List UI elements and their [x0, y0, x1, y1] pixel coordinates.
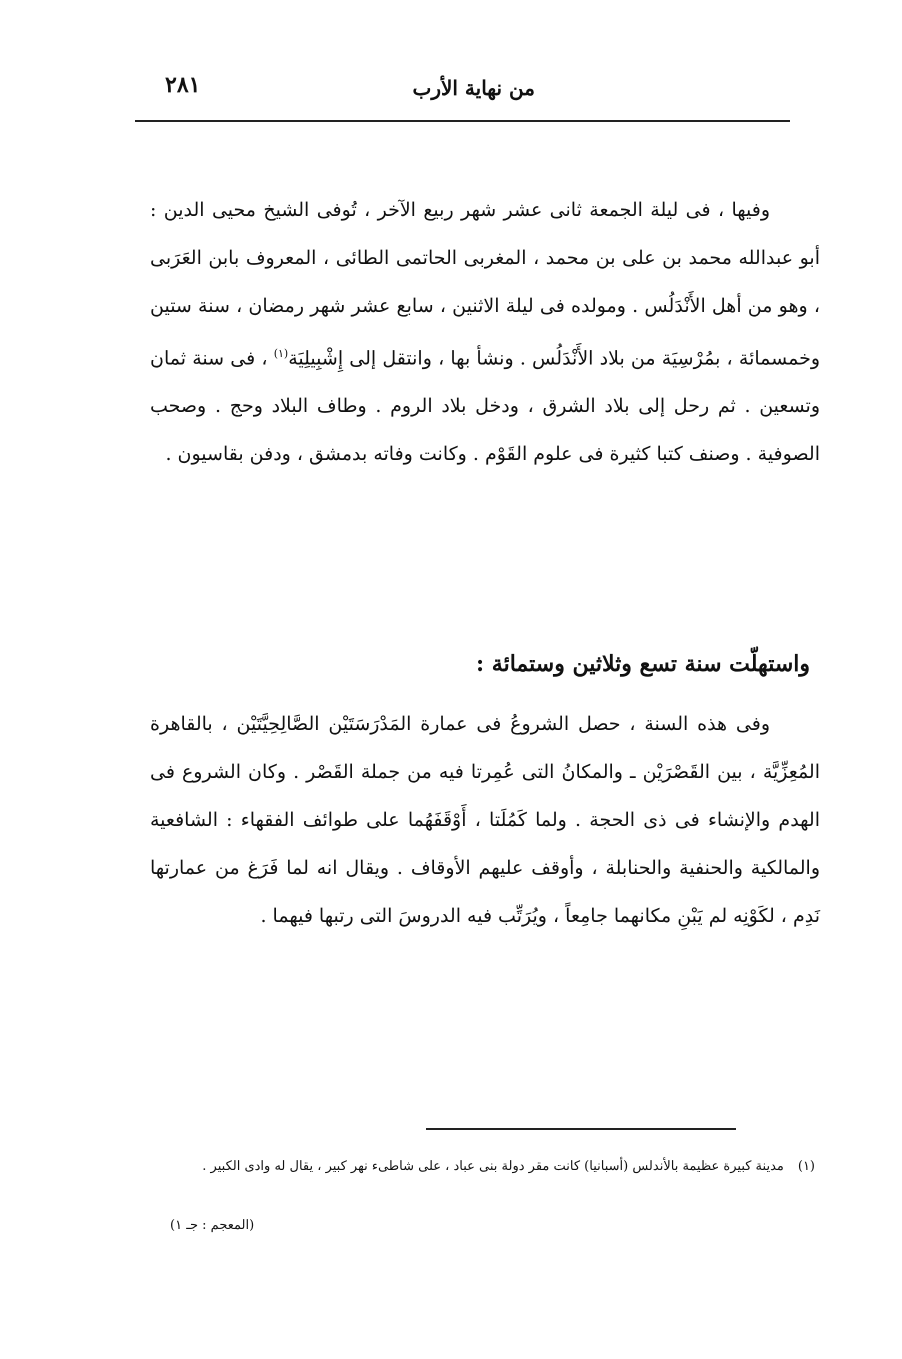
paragraph-obituary [150, 186, 820, 478]
footnote-text: مدينة كبيرة عظيمة بالأندلس (أسبانيا) كانت مقر دولة بنى عباد ، على شاطىء نهر كبير ، يقال له وادى الكبير . [202, 1159, 784, 1174]
page-number: ٢٨١ [165, 72, 201, 98]
paragraph-text: وفى هذه السنة ، حصل الشروعُ فى عمارة المَدْرَسَتَيْن الصَّالِحِيَّتَيْن ، بالقاهرة المُعِزِّيَّة ، بين القَصْرَيْن ـ والمكانُ التى عُمِرتا فيه من جملة القَصْر . وكان الشروع فى الهدم والإنشاء فى ذى الحجة . ولما كَمُلَتا ، أَوْقَفَهُما على طوائف الفقهاء : الشافعية والمالكية والحنفية والحنابلة ، وأوقف عليهم الأوقاف . ويقال انه لما فَرَغ من عمارتها نَدِم ، لكَوْنِه لم يَبْنِ مكانهما جامِعاً ، ويُرَتِّب فيه الدروسَ التى رتبها فيهما . [150, 713, 820, 927]
footnote [160, 1152, 815, 1182]
printer-signature: (المعجم : جـ ١) [170, 1218, 255, 1233]
footnote-number: (١) [797, 1159, 815, 1174]
paragraph-text-part2: ، فى سنة ثمان وتسعين . ثم رحل إلى بلاد الشرق ، ودخل بلاد الروم . وطاف البلاد وحج . وصحب الصوفية . وصنف كتبا كثيرة فى علوم القَوْم . وكانت وفاته بدمشق ، ودفن بقاسيون . [150, 347, 820, 466]
header-rule [135, 120, 790, 122]
paragraph-madrasas [150, 700, 820, 940]
paragraph-text-part1: وفيها ، فى ليلة الجمعة ثانى عشر شهر ربيع الآخر ، تُوفى الشيخ محيى الدين : أبو عبدالله محمد بن على بن محمد ، المغربى الحاتمى الطائى ، المعروف بابن العَرَبى ، وهو من أهل الأَنْدَلُس . ومولده فى ليلة الاثنين ، سابع عشر شهر رمضان ، سنة ستين وخمسمائة ، بمُرْسِيَة من بلاد الأَنْدَلُس . ونشأ بها ، وانتقل إلى إِشْبِيلِيَة [150, 199, 820, 370]
footnote-reference: (١) [273, 347, 289, 360]
paragraph-text [150, 186, 820, 478]
footnote-rule [426, 1128, 736, 1130]
page-header [135, 66, 790, 116]
running-title: من نهاية الأرب [412, 76, 535, 100]
section-heading: واستهلّت سنة تسع وثلاثين وستمائة : [476, 651, 810, 677]
